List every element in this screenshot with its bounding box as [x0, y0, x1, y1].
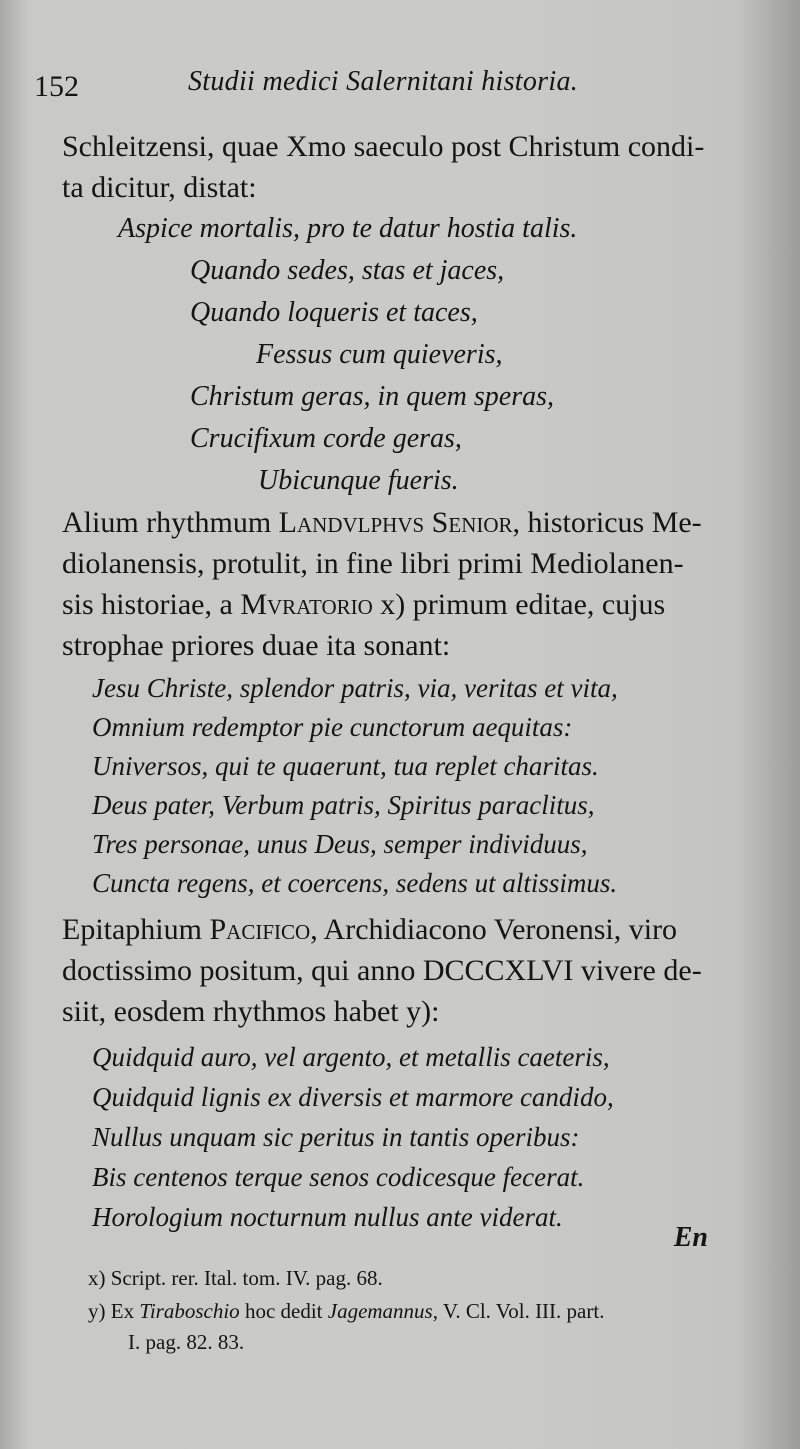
prose-line: diolanensis, protulit, in fine libri primi Mediolanen-: [62, 547, 684, 580]
cited-author: Tiraboschio: [139, 1299, 240, 1323]
prose-line: siit, eosdem rhythmos habet y):: [62, 995, 440, 1028]
author-name: Mvratorio: [240, 588, 373, 621]
verse-line: Ubicunque fueris.: [258, 465, 459, 496]
verse-line: Deus pater, Verbum patris, Spiritus paraclitus,: [92, 790, 595, 820]
verse-line: Omnium redemptor pie cunctorum aequitas:: [92, 712, 573, 742]
author-name: Landvlphvs Senior: [278, 506, 513, 539]
catchword: En: [673, 1222, 708, 1253]
footnote: x) Script. rer. Ital. tom. IV. pag. 68.: [88, 1266, 383, 1290]
verse-line: Tres personae, unus Deus, semper individuus,: [92, 829, 588, 859]
verse-line: Horologium nocturnum nullus ante viderat.: [92, 1202, 563, 1232]
prose-line: Schleitzensi, quae Xmo saeculo post Christum condi-: [62, 130, 705, 163]
verse-line: Crucifixum corde geras,: [190, 423, 462, 454]
prose-line: ta dicitur, distat:: [62, 171, 257, 204]
verse-line: Fessus cum quieveris,: [256, 339, 503, 370]
footnote: I. pag. 82. 83.: [128, 1330, 245, 1354]
footnote: y) Ex Tiraboschio hoc dedit Jagemannus, V. Cl. Vol. III. part.: [88, 1299, 605, 1323]
verse-line: Nullus unquam sic peritus in tantis operibus:: [92, 1122, 580, 1152]
cited-author: Jagemannus: [327, 1299, 433, 1323]
person-name: Pacifico: [209, 913, 311, 946]
verse-line: Aspice mortalis, pro te datur hostia talis.: [118, 213, 578, 244]
prose-line: strophae priores duae ita sonant:: [62, 629, 451, 662]
verse-line: Jesu Christe, splendor patris, via, veritas et vita,: [92, 673, 618, 703]
verse-line: Quidquid auro, vel argento, et metallis caeteris,: [92, 1042, 610, 1072]
verse-line: Cuncta regens, et coercens, sedens ut altissimus.: [92, 868, 618, 898]
prose-line: sis historiae, a Mvratorio x) primum editae, cujus: [62, 588, 666, 621]
verse-line: Quando loqueris et taces,: [190, 297, 478, 328]
prose-line: Epitaphium Pacifico, Archidiacono Veronensi, viro: [62, 913, 678, 946]
prose-line: doctissimo positum, qui anno DCCCXLVI vivere de-: [62, 954, 702, 987]
verse-line: Bis centenos terque senos codicesque fecerat.: [92, 1162, 585, 1192]
verse-line: Quando sedes, stas et jaces,: [190, 255, 505, 286]
verse-line: Universos, qui te quaerunt, tua replet charitas.: [92, 751, 599, 781]
verse-line: Quidquid lignis ex diversis et marmore candido,: [92, 1082, 614, 1112]
running-title: Studii medici Salernitani historia.: [188, 66, 579, 97]
prose-line: Alium rhythmum Landvlphvs Senior, historicus Me-: [62, 506, 702, 539]
verse-line: Christum geras, in quem speras,: [190, 381, 555, 412]
page-number: 152: [34, 70, 79, 103]
